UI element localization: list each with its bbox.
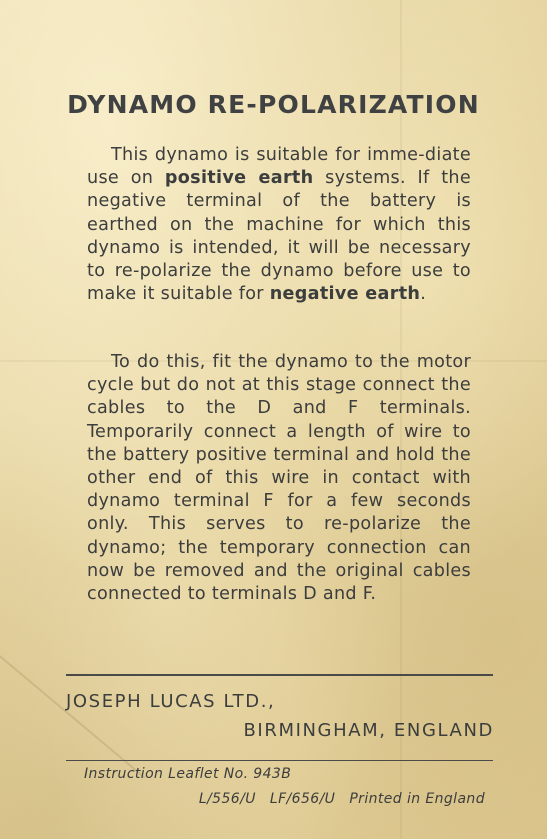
negative-earth-emphasis: negative earth xyxy=(269,284,421,305)
paragraph-instructions: To do this, fit the dynamo to the motor cycle but do not at this stage connect the cables to the D and F terminals. Temporarily connect a length of wire to the battery positive terminal and hold the other end of this wire in contact with dynamo terminal F for a few seconds only. This serves to re-polarize the dynamo; the temporary connection can now be removed and the original cables connected to terminals D and F. xyxy=(87,352,471,605)
leaflet-number: Instruction Leaflet No. 943B xyxy=(84,766,292,782)
company-city: BIRMINGHAM, ENGLAND xyxy=(243,720,494,741)
divider-bottom xyxy=(66,760,493,761)
paragraph-intro-text-a: This dynamo is suitable for imme-diate use on xyxy=(87,145,471,189)
paragraph-intro xyxy=(87,144,471,306)
paragraph-intro-text-c: . xyxy=(420,284,427,305)
page-title: DYNAMO RE-POLARIZATION xyxy=(67,90,480,119)
paragraph-intro-text-b: systems. If the negative terminal of the battery is earthed on the machine for which this dynamo is intended, it will be necessary to re-polarize the dynamo before use to make it suitable for xyxy=(87,168,471,305)
divider-top xyxy=(66,674,493,676)
code-lf656: LF/656/U xyxy=(269,791,336,807)
positive-earth-emphasis: positive earth xyxy=(164,168,314,189)
leaflet-codes xyxy=(199,791,485,807)
code-l556: L/556/U xyxy=(198,791,256,807)
company-name: JOSEPH LUCAS LTD., xyxy=(66,691,276,712)
printed-in: Printed in England xyxy=(349,791,485,807)
